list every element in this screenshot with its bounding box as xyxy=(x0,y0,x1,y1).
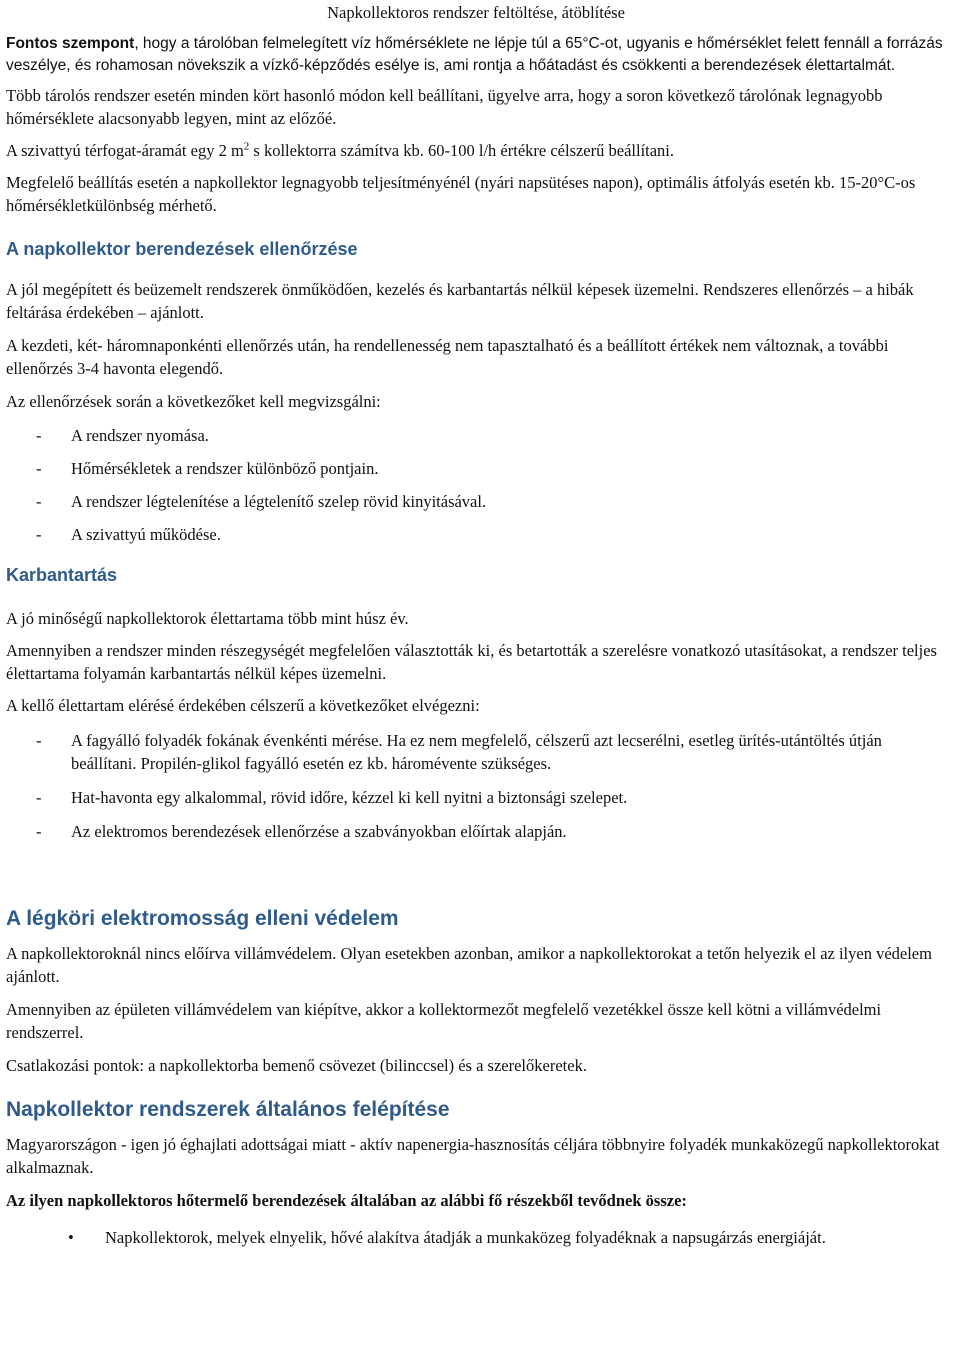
heading-altalanos-felepites: Napkollektor rendszerek általános felépítése xyxy=(6,1098,450,1121)
paragraph-karbantartas-1: A jó minőségű napkollektorok élettartama több mint húsz év. xyxy=(6,609,409,628)
dash-marker: - xyxy=(36,426,42,445)
heading-karbantartas: Karbantartás xyxy=(6,565,118,585)
list-item-text: A fagyálló folyadék fokának évenkénti mérése. Ha ez nem megfelelő, célszerű azt lecserélni, esetleg ürítés-utántöltés útján beállítani. Propilén-glikol fagyálló esetén ez kb. háromévente szükséges. xyxy=(71,731,882,773)
paragraph-karbantartas-2: Amennyiben a rendszer minden részegységét megfelelően választották ki, és betartották a szerelésre vonatkozó utasításokat, a rendszer teljes élettartama folyamán karbantartás nélkül képes üzemelni. xyxy=(6,641,937,683)
paragraph-szivattyu xyxy=(6,139,946,162)
szivattyu-text-after: s kollektorra számítva kb. 60-100 l/h értékre célszerű beállítani. xyxy=(249,141,675,160)
paragraph-karbantartas-3: A kellő élettartam elérésé érdekében célszerű a következőket elvégezni: xyxy=(6,696,480,715)
list-item-text: A rendszer légtelenítése a légtelenítő szelep rövid kinyitásával. xyxy=(71,492,487,511)
paragraph-ellenorzes-3: Az ellenőrzések során a következőket kell megvizsgálni: xyxy=(6,392,381,411)
document-page xyxy=(6,0,946,1249)
heading-ellenorzes: A napkollektor berendezések ellenőrzése xyxy=(6,239,358,259)
paragraph-felepites-1: Magyarországon - igen jó éghajlati adottságai miatt - aktív napenergia-hasznosítás céljára többnyire folyadék munkaközegű napkollektorokat alkalmaznak. xyxy=(6,1135,940,1177)
list-item xyxy=(6,490,946,513)
intro-bold-lead: Fontos szempont xyxy=(6,35,135,52)
dash-marker: - xyxy=(36,788,42,807)
paragraph-ellenorzes-1: A jól megépített és beüzemelt rendszerek önműködően, kezelés és karbantartás nélkül képesek üzemelni. Rendszeres ellenőrzés – a hibák feltárása érdekében – ajánlott. xyxy=(6,280,914,322)
list-item xyxy=(6,424,946,447)
dash-marker: - xyxy=(36,731,42,750)
dash-marker: - xyxy=(36,525,42,544)
paragraph-legkori-2: Amennyiben az épületen villámvédelem van kiépítve, akkor a kollektormezőt megfelelő vezetékkel össze kell kötni a villámvédelmi rendszerrel. xyxy=(6,1000,882,1042)
paragraph-ellenorzes-2: A kezdeti, két- háromnaponkénti ellenőrzés után, ha rendellenesség nem tapasztalható és a beállított értékek nem változnak, a további ellenőrzés 3-4 havonta elegendő. xyxy=(6,336,889,378)
szivattyu-superscript: 2 xyxy=(243,140,250,153)
intro-text: , hogy a tárolóban felmelegített víz hőmérséklete ne lépje túl a 65°C-ot, ugyanis e hőmérséklet felett fennáll a forrázás veszélye, és rohamosan növekszik a vízkő-képződés esélye is, ami rontja a hőátadást és csökkenti a berendezések élettartalmát. xyxy=(6,35,943,74)
felepites-bullet-list xyxy=(6,1226,946,1249)
list-item-text: Hat-havonta egy alkalommal, rövid időre, kézzel ki kell nyitni a biztonsági szelepet. xyxy=(71,788,628,807)
paragraph-legkori-1: A napkollektoroknál nincs előírva villámvédelem. Olyan esetekben azonban, amikor a napkollektorokat a tetőn helyezik el az ilyen védelem ajánlott. xyxy=(6,944,932,986)
heading-legkori-elektromossag: A légköri elektromosság elleni védelem xyxy=(6,907,399,930)
list-item xyxy=(6,523,946,546)
list-item xyxy=(6,1226,946,1249)
ellenorzes-list xyxy=(6,424,946,546)
paragraph-felepites-2: Az ilyen napkollektoros hőtermelő berendezések általában az alábbi fő részekből tevődnek össze: xyxy=(6,1191,687,1210)
list-item-text: Hőmérsékletek a rendszer különböző pontjain. xyxy=(71,459,379,478)
szivattyu-text-before: A szivattyú térfogat-áramát egy 2 m xyxy=(6,141,244,160)
paragraph-legkori-3: Csatlakozási pontok: a napkollektorba bemenő csövezet (bilinccsel) és a szerelőkeretek. xyxy=(6,1056,587,1075)
list-item xyxy=(6,820,946,843)
dash-marker: - xyxy=(36,459,42,478)
dash-marker: - xyxy=(36,822,42,841)
document-title: Napkollektoros rendszer feltöltése, átöblítése xyxy=(327,3,625,22)
list-item-text: A rendszer nyomása. xyxy=(71,426,209,445)
list-item-text: A szivattyú működése. xyxy=(71,525,221,544)
paragraph-megfelelo-beallitas: Megfelelő beállítás esetén a napkollektor legnagyobb teljesítményénél (nyári napsütéses napon), optimális átfolyás esetén kb. 15-20°C-os hőmérsékletkülönbség mérhető. xyxy=(6,173,916,215)
intro-paragraph xyxy=(6,33,946,76)
paragraph-tobb-tarolos: Több tárolós rendszer esetén minden kört hasonló módon kell beállítani, ügyelve arra, hogy a soron következő tárolónak legnagyobb hőmérséklete alacsonyabb legyen, mint az előzőé. xyxy=(6,86,883,128)
list-item xyxy=(6,457,946,480)
list-item xyxy=(6,729,946,775)
karbantartas-list xyxy=(6,729,946,843)
bullet-marker: • xyxy=(68,1228,74,1247)
list-item xyxy=(6,786,946,809)
list-item-text: Az elektromos berendezések ellenőrzése a szabványokban előírtak alapján. xyxy=(71,822,567,841)
list-item-text: Napkollektorok, melyek elnyelik, hővé alakítva átadják a munkaközeg folyadéknak a napsugárzás energiáját. xyxy=(105,1228,826,1247)
dash-marker: - xyxy=(36,492,42,511)
